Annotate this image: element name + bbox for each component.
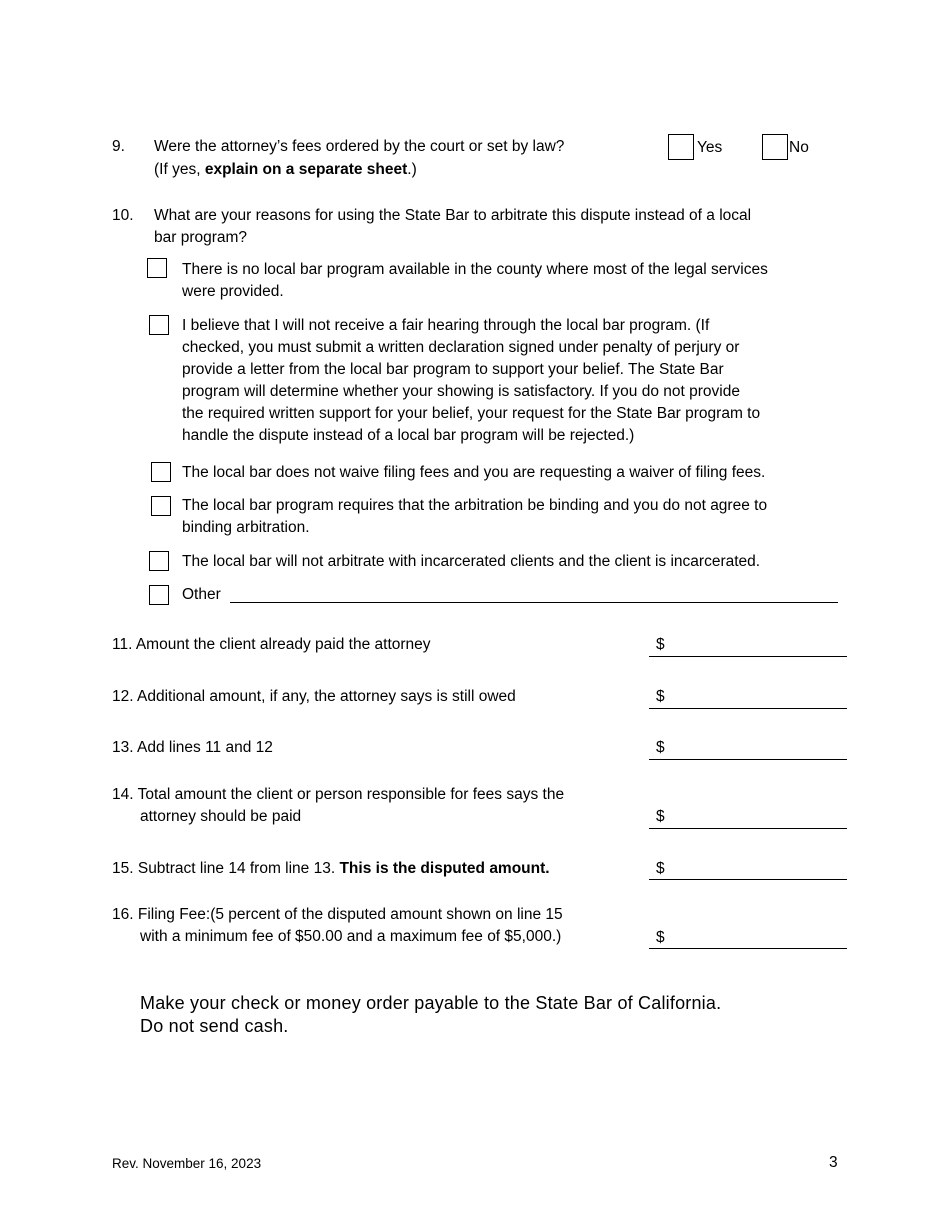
line-12-input[interactable] xyxy=(649,708,847,709)
page-number: 3 xyxy=(829,1154,838,1171)
q10-option-no-local-program-text: There is no local bar program available in the county where most of the legal services were provided. xyxy=(182,261,768,300)
line-14-input[interactable] xyxy=(649,828,847,829)
q10-other-input-line[interactable] xyxy=(230,602,838,603)
q10-option-binding-text: The local bar program requires that the arbitration be binding and you do not agree to binding arbitration. xyxy=(182,497,768,536)
line-16-input[interactable] xyxy=(649,948,847,949)
q10-option-no-local-program-checkbox[interactable] xyxy=(147,258,167,278)
q10-option-incarcerated-text: The local bar will not arbitrate with incarcerated clients and the client is incarcerated. xyxy=(182,553,761,570)
line-11-input[interactable] xyxy=(649,656,847,657)
q10-option-binding-checkbox[interactable] xyxy=(151,496,171,516)
line-15-input[interactable] xyxy=(649,879,847,880)
line-14-label: 14. Total amount the client or person responsible for fees says the attorney should be paid xyxy=(112,786,565,825)
revision-date: Rev. November 16, 2023 xyxy=(112,1156,262,1171)
line-15-label: 15. Subtract line 14 from line 13. This is the disputed amount. xyxy=(112,860,550,877)
q9-no-checkbox[interactable] xyxy=(762,134,788,160)
line-16-dollar: $ xyxy=(656,929,665,946)
q10-option-incarcerated-checkbox[interactable] xyxy=(149,551,169,571)
line-11-dollar: $ xyxy=(656,636,665,653)
q10-option-other-checkbox[interactable] xyxy=(149,585,169,605)
q9-no-label: No xyxy=(789,139,809,156)
payment-instructions: Make your check or money order payable to the State Bar of California. Do not send cash. xyxy=(140,993,722,1036)
q10-option-unfair-hearing-text: I believe that I will not receive a fair hearing through the local bar program. (If checked, you must submit a written declaration signed under penalty of perjury or provide a letter from the local bar program to support your belief. The State Bar program will determine whether your showing is satisfactory. If you do not provide the required written support for your belief, your request for the State Bar program to handle the dispute instead of a local bar program will be rejected.) xyxy=(182,317,761,444)
line-13-input[interactable] xyxy=(649,759,847,760)
q9-note-bold: explain on a separate sheet xyxy=(204,161,408,178)
q9-yes-label: Yes xyxy=(697,139,723,156)
line-12-label: 12. Additional amount, if any, the attorney says is still owed xyxy=(112,688,516,705)
line-13-label: 13. Add lines 11 and 12 xyxy=(112,739,273,756)
line-15-bold: This is the disputed amount. xyxy=(339,860,550,877)
q9-note: (If yes, explain on a separate sheet.) xyxy=(154,161,417,178)
q9-yes-checkbox[interactable] xyxy=(668,134,694,160)
q10-option-fee-waiver-text: The local bar does not waive filing fees and you are requesting a waiver of filing fees. xyxy=(182,464,766,481)
q10-number: 10. xyxy=(112,207,134,224)
line-13-dollar: $ xyxy=(656,739,665,756)
line-12-dollar: $ xyxy=(656,688,665,705)
q10-option-fee-waiver-checkbox[interactable] xyxy=(151,462,171,482)
q10-question: What are your reasons for using the State Bar to arbitrate this dispute instead of a local bar program? xyxy=(154,207,752,246)
q9-number: 9. xyxy=(112,138,125,155)
q10-option-unfair-hearing-checkbox[interactable] xyxy=(149,315,169,335)
q10-option-other-label: Other xyxy=(182,586,221,603)
line-11-label: 11. Amount the client already paid the attorney xyxy=(112,636,431,653)
line-14-dollar: $ xyxy=(656,808,665,825)
line-16-label: 16. Filing Fee:(5 percent of the disputed amount shown on line 15 with a minimum fee of $50.00 and a maximum fee of $5,000.) xyxy=(112,906,563,945)
q9-question: Were the attorney’s fees ordered by the court or set by law? xyxy=(154,138,565,155)
line-15-dollar: $ xyxy=(656,860,665,877)
